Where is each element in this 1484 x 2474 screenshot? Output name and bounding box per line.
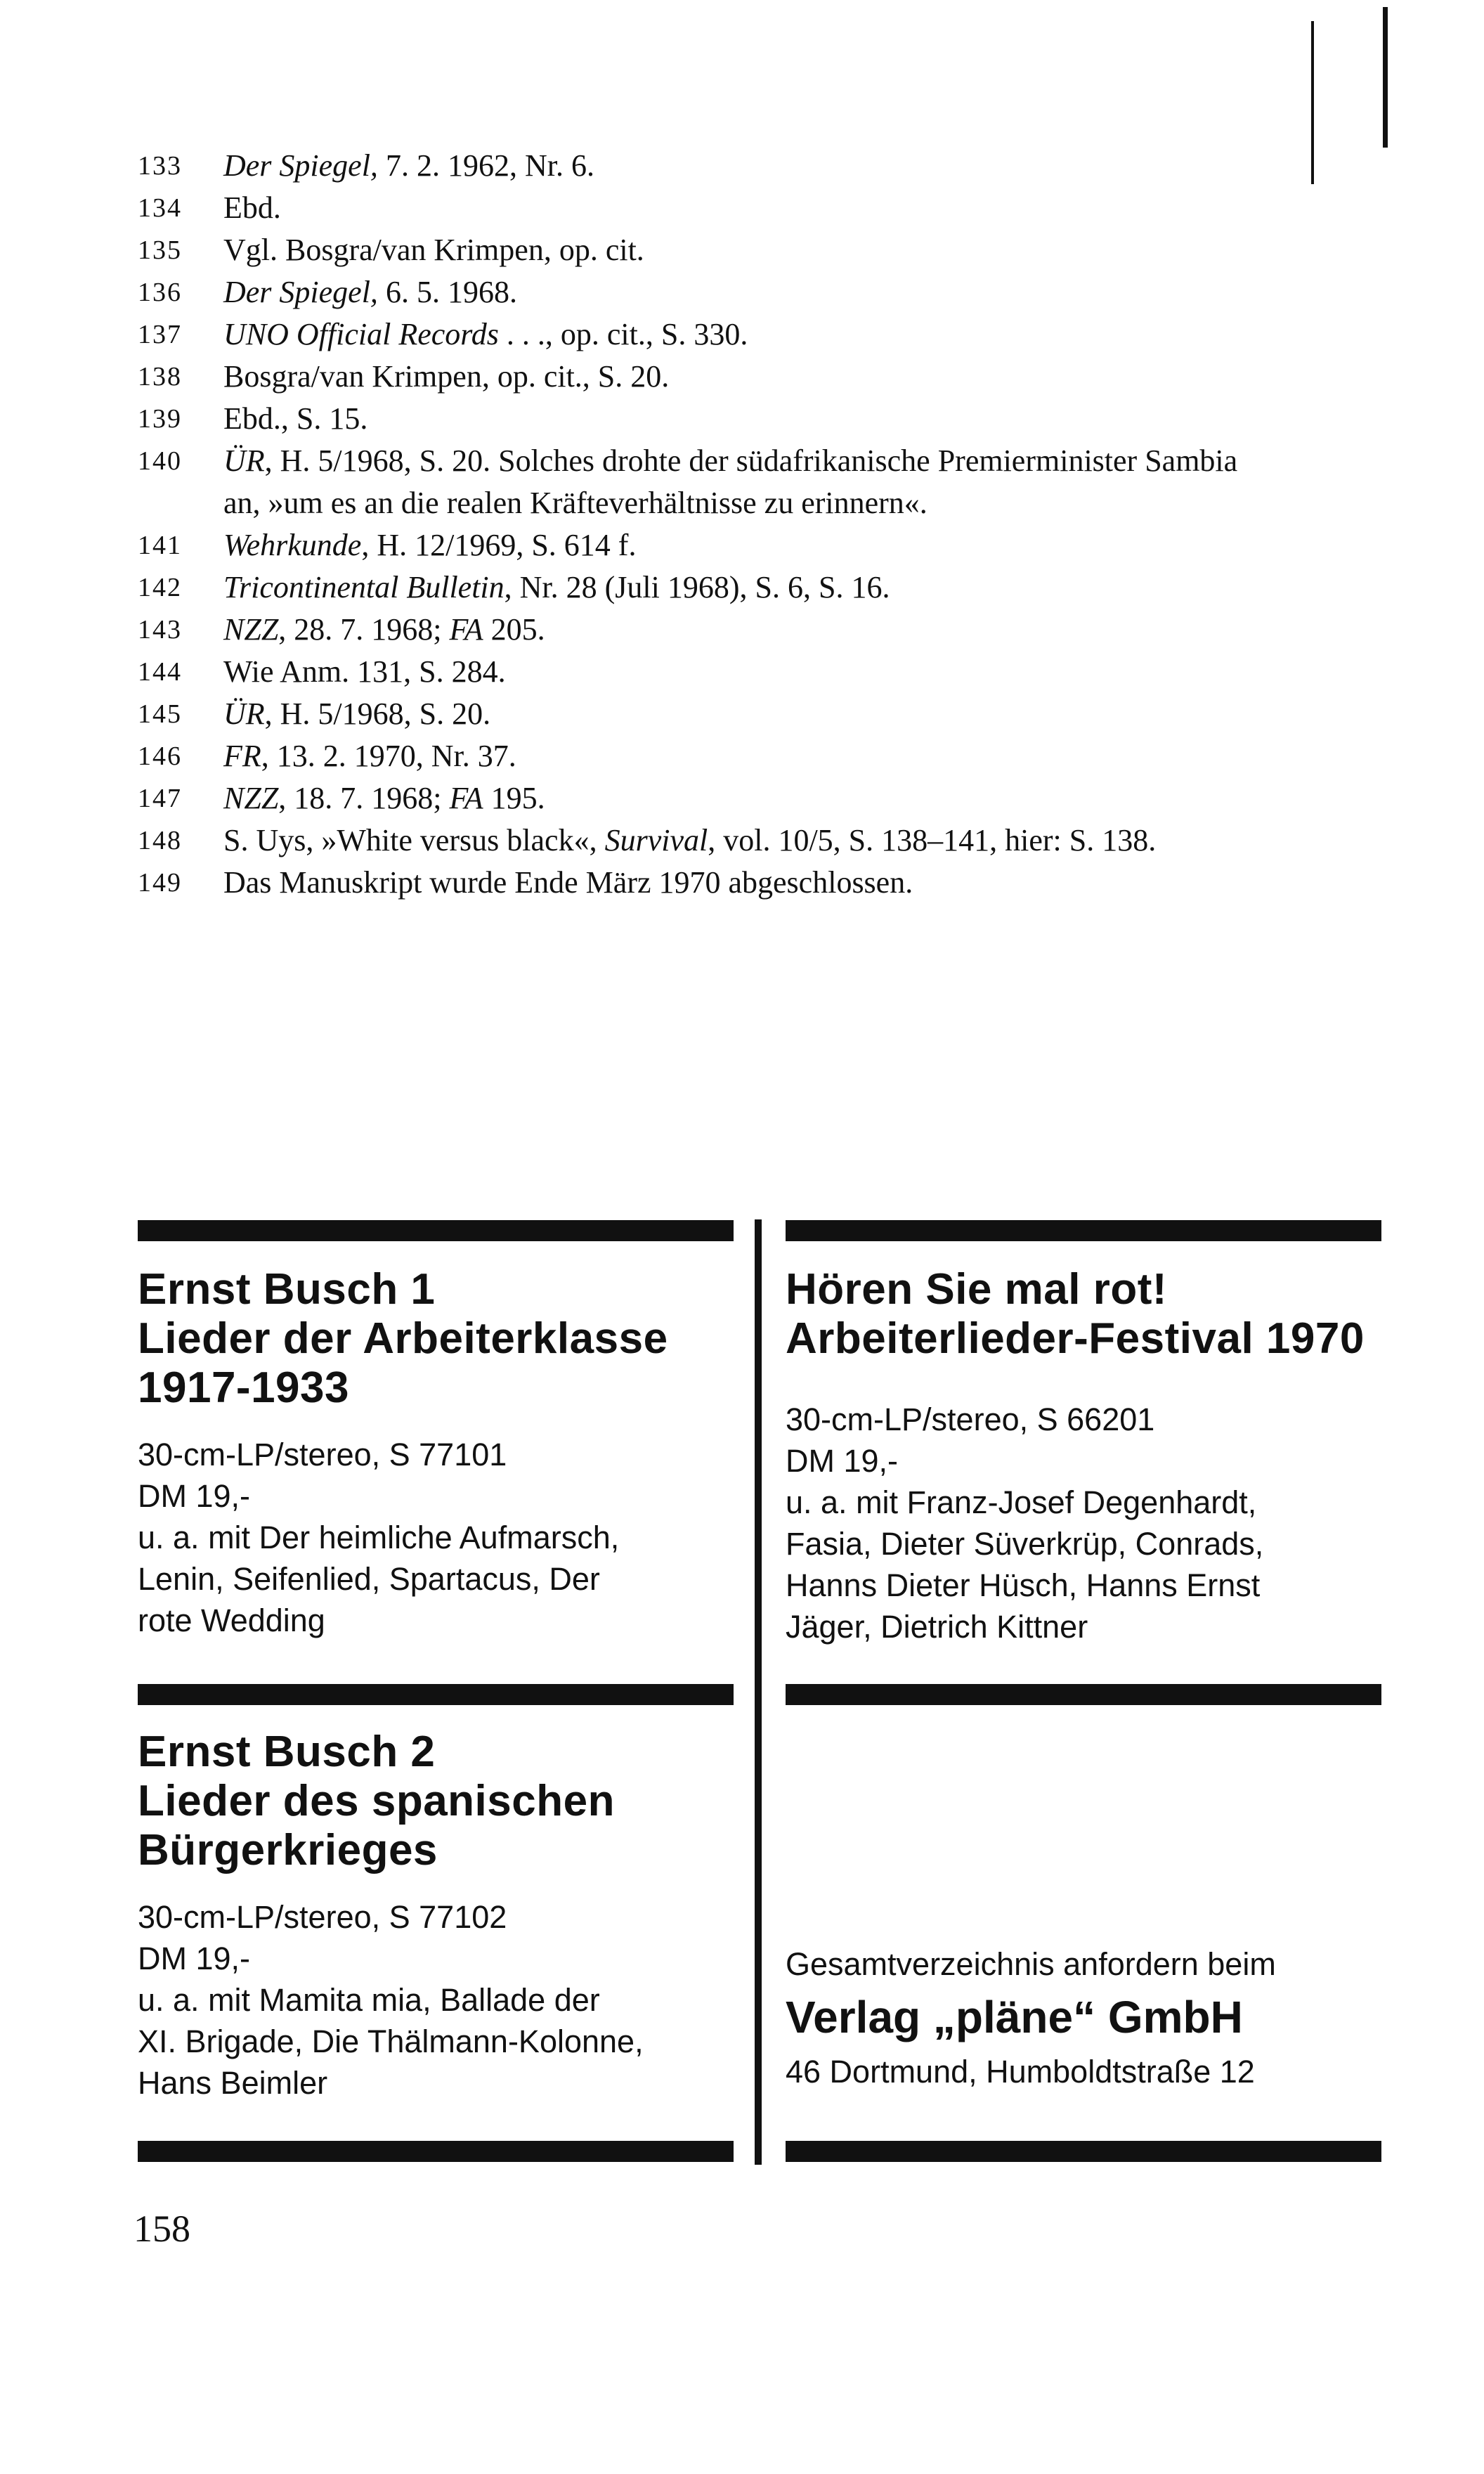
- footnote-text-part: , 28. 7. 1968;: [278, 612, 450, 647]
- footnote-text-part: , H. 5/1968, S. 20. Solches drohte der südafrikanische Premierminister Sambia: [264, 443, 1238, 478]
- footnote-text: [223, 145, 1402, 187]
- ad-price: DM 19,-: [786, 1443, 899, 1479]
- footnote-141: [138, 524, 1402, 566]
- footnote-number: 134: [138, 193, 182, 223]
- page-number: 158: [134, 2208, 190, 2250]
- footnote-number: 136: [138, 278, 182, 307]
- catalog-request-text: Gesamtverzeichnis anfordern beim: [786, 1946, 1276, 1982]
- footnote-text-part: Tricontinental Bulletin: [223, 570, 505, 604]
- publisher-block: [786, 1943, 1404, 2092]
- footnote-145: [138, 693, 1402, 735]
- footnote-text-part: FR: [223, 739, 261, 773]
- footnote-text-part: FA: [449, 612, 483, 647]
- footnote-text: [223, 862, 1402, 904]
- footnote-text-part: , 13. 2. 1970, Nr. 37.: [261, 739, 516, 773]
- footnote-text-part: 195.: [483, 781, 545, 815]
- footnote-144: [138, 651, 1402, 693]
- footnote-number: 140: [138, 446, 182, 476]
- divider-bar: [786, 2141, 1381, 2162]
- footnote-text-part: Der Spiegel,: [223, 148, 386, 183]
- footnote-text-part: ÜR: [223, 697, 265, 731]
- footnote-137: [138, 313, 1402, 356]
- footnote-143: [138, 609, 1402, 651]
- column-divider: [755, 1219, 762, 2165]
- footnote-text-part: , Nr. 28 (Juli 1968), S. 6, S. 16.: [504, 570, 890, 604]
- footnote-number: 144: [138, 657, 182, 687]
- footnote-146: [138, 735, 1402, 777]
- ad-description: u. a. mit Mamita mia, Ballade der XI. Brigade, Die Thälmann-Kolonne, Hans Beimler: [138, 1982, 644, 2101]
- footnote-text-part: , H. 12/1969, S. 614 f.: [361, 528, 637, 562]
- footnote-133: [138, 145, 1402, 187]
- footnote-text: [223, 187, 1402, 229]
- footnote-138: [138, 356, 1402, 398]
- publisher-address: 46 Dortmund, Humboldtstraße 12: [786, 2054, 1255, 2090]
- footnote-142: [138, 566, 1402, 609]
- footnote-text-part: Wie Anm. 131, S. 284.: [223, 654, 506, 689]
- ad-title: Hören Sie mal rot! Arbeiterlieder-Festival 1970: [786, 1265, 1365, 1363]
- footnote-text: [223, 313, 1402, 356]
- footnote-text-part: 7. 2. 1962, Nr. 6.: [385, 148, 594, 183]
- footnote-number: 147: [138, 784, 182, 813]
- footnote-148: [138, 820, 1402, 862]
- ad-description: u. a. mit Franz-Josef Degenhardt, Fasia, Dieter Süverkrüp, Conrads, Hanns Dieter Hüsch, Hanns Ernst Jäger, Dietrich Kittner: [786, 1484, 1264, 1645]
- ad-format: 30-cm-LP/stereo, S 77102: [138, 1899, 507, 1935]
- record-ad-ernst-busch-1: [138, 1265, 742, 1641]
- footnote-text-part: , 18. 7. 1968;: [278, 781, 450, 815]
- footnote-text-part: Der Spiegel,: [223, 275, 386, 309]
- footnote-text-part: , vol. 10/5, S. 138–141, hier: S. 138.: [708, 823, 1157, 857]
- divider-bar: [138, 1220, 734, 1241]
- divider-bar: [138, 1684, 734, 1705]
- footnote-number: 149: [138, 868, 182, 898]
- footnote-text-part: 6. 5. 1968.: [385, 275, 517, 309]
- footnote-text-part: . . ., op. cit., S. 330.: [498, 317, 748, 351]
- footnote-text: [223, 566, 1402, 609]
- footnote-text-part: Ebd., S. 15.: [223, 401, 368, 436]
- footnote-text-part: FA: [449, 781, 483, 815]
- ad-title: Ernst Busch 2 Lieder des spanischen Bürgerkrieges: [138, 1728, 615, 1874]
- footnote-text-part: NZZ: [223, 781, 279, 815]
- footnote-text: [223, 524, 1402, 566]
- footnote-text: [223, 440, 1402, 482]
- record-ad-hoeren-sie-mal-rot: [786, 1265, 1404, 1647]
- divider-bar: [138, 2141, 734, 2162]
- footnote-147: [138, 777, 1402, 820]
- footnote-number: 143: [138, 615, 182, 645]
- footnote-number: 148: [138, 826, 182, 855]
- footnote-139: [138, 398, 1402, 440]
- footnote-text-part: , H. 5/1968, S. 20.: [264, 697, 491, 731]
- footnote-text: [223, 356, 1402, 398]
- footnote-text-part: NZZ: [223, 612, 279, 647]
- ad-price: DM 19,-: [138, 1941, 251, 1976]
- footnote-number: 142: [138, 573, 182, 602]
- footnote-text-part: UNO Official Records: [223, 317, 499, 351]
- ad-description: u. a. mit Der heimliche Aufmarsch, Lenin, Seifenlied, Spartacus, Der rote Wedding: [138, 1520, 620, 1638]
- footnote-text-part: Bosgra/van Krimpen, op. cit., S. 20.: [223, 359, 670, 394]
- footnote-text-part: Wehrkunde: [223, 528, 362, 562]
- footnote-text: [223, 777, 1402, 820]
- divider-bar: [786, 1684, 1381, 1705]
- footnote-continuation: an, »um es an die realen Kräfteverhältnisse zu erinnern«.: [223, 486, 928, 520]
- footnote-text: [223, 229, 1402, 271]
- footnote-149: [138, 862, 1402, 904]
- footnote-number: 138: [138, 362, 182, 391]
- footnote-number: 139: [138, 404, 182, 434]
- divider-bar: [786, 1220, 1381, 1241]
- ad-title: Ernst Busch 1 Lieder der Arbeiterklasse 1917-1933: [138, 1265, 668, 1412]
- footnote-text: [223, 651, 1402, 693]
- publisher-name: Verlag „pläne“ GmbH: [786, 1992, 1243, 2042]
- record-ad-ernst-busch-2: [138, 1728, 742, 2104]
- ad-format: 30-cm-LP/stereo, S 66201: [786, 1401, 1155, 1437]
- footnote-text: [223, 398, 1402, 440]
- footnote-136: [138, 271, 1402, 313]
- footnote-text: [223, 820, 1402, 862]
- footnote-140: [138, 440, 1402, 524]
- footnote-number: 146: [138, 741, 182, 771]
- footnote-text-part: Vgl. Bosgra/van Krimpen, op. cit.: [223, 233, 644, 267]
- footnote-134: [138, 187, 1402, 229]
- scan-mark: [1383, 7, 1388, 148]
- footnote-135: [138, 229, 1402, 271]
- footnote-text: [223, 271, 1402, 313]
- footnote-text-part: 205.: [483, 612, 545, 647]
- footnotes-list: [138, 145, 1402, 904]
- ad-price: DM 19,-: [138, 1478, 251, 1514]
- footnote-number: 145: [138, 699, 182, 729]
- footnote-text: [223, 693, 1402, 735]
- footnote-text-part: ÜR: [223, 443, 265, 478]
- footnote-number: 137: [138, 320, 182, 349]
- footnote-text: [223, 735, 1402, 777]
- footnote-number: 133: [138, 151, 182, 181]
- footnote-text-part: S. Uys, »White versus black«,: [223, 823, 605, 857]
- footnote-text: [223, 609, 1402, 651]
- ad-format: 30-cm-LP/stereo, S 77101: [138, 1437, 507, 1472]
- footnote-number: 135: [138, 235, 182, 265]
- footnote-number: 141: [138, 531, 182, 560]
- footnote-text-part: Survival: [604, 823, 708, 857]
- footnote-text-part: Das Manuskript wurde Ende März 1970 abgeschlossen.: [223, 865, 913, 900]
- footnote-text-part: Ebd.: [223, 190, 281, 225]
